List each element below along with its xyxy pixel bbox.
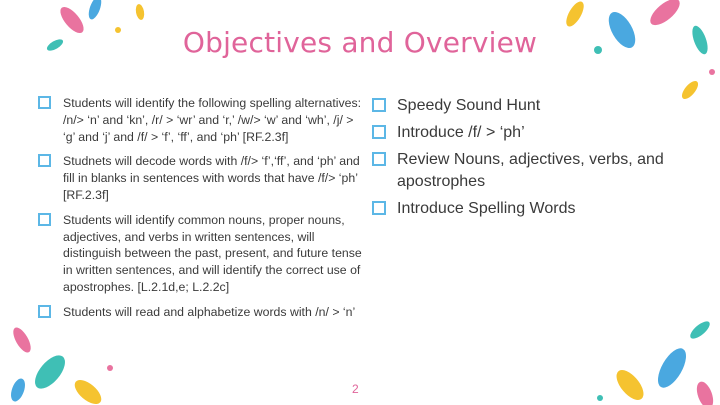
overview-item — [372, 95, 672, 117]
objective-text: Studnets will decode words with /f/> ‘f’,‘ff’, and ‘ph’ and fill in blanks in sentences with words that have /f/> ‘ph’ [RF.2.3f] — [63, 154, 360, 202]
checkbox-bullet-icon — [38, 213, 51, 226]
checkbox-bullet-icon — [372, 98, 386, 112]
checkbox-bullet-icon — [372, 152, 386, 166]
overview-item — [372, 122, 672, 144]
checkbox-bullet-icon — [372, 201, 386, 215]
objective-text: Students will identify common nouns, proper nouns, adjectives, and verbs in written sentences, will distinguish between the past, present, and future tense in written sentences, and will identify the correct use of apostrophes. [L.2.1d,e; L.2.2c] — [63, 212, 362, 294]
overview-text: Introduce /f/ > ‘ph’ — [397, 124, 525, 141]
overview-item — [372, 149, 672, 193]
objective-item — [38, 95, 368, 145]
overview-item — [372, 198, 672, 220]
slide-title: Objectives and Overview — [182, 26, 538, 59]
overview-list — [372, 95, 672, 225]
checkbox-bullet-icon — [38, 154, 51, 167]
page-number: 2 — [352, 382, 359, 396]
objectives-list — [38, 95, 368, 329]
objective-text: Students will read and alphabetize words with /n/ > ‘n’ — [63, 304, 356, 319]
overview-text: Introduce Spelling Words — [397, 200, 576, 217]
checkbox-bullet-icon — [38, 96, 51, 109]
objective-item — [38, 212, 368, 296]
overview-text: Review Nouns, adjectives, verbs, and apostrophes — [397, 151, 664, 190]
objective-item — [38, 153, 368, 203]
checkbox-bullet-icon — [372, 125, 386, 139]
objective-text: Students will identify the following spelling alternatives: /n/> ‘n’ and ‘kn’, /r/ > ‘wr’ and ‘r,’ /w/> ‘w’ and ‘wh’, /j/ > ‘g’ and ‘j’ and /f/ > ‘f’, ‘ff’, and ‘ph’ [RF.2.3f] — [63, 96, 362, 144]
objective-item — [38, 304, 368, 321]
overview-text: Speedy Sound Hunt — [397, 97, 541, 114]
checkbox-bullet-icon — [38, 305, 51, 318]
